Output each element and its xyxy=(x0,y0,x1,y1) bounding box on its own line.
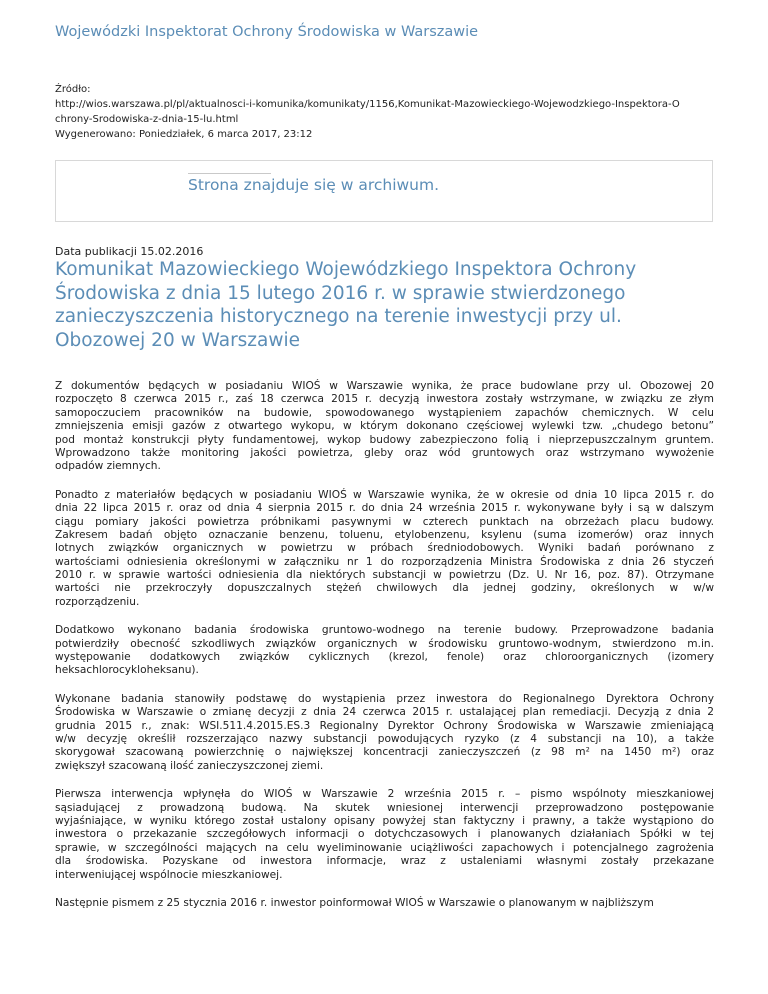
article-paragraph xyxy=(55,624,714,678)
paragraph-line: Pierwsza interwencja wpłynęła do WIOŚ w Warszawie 2 września 2015 r. – pismo wspólnoty mieszkaniowej xyxy=(55,788,714,801)
article-title-line: Komunikat Mazowieckiego Wojewódzkiego Inspektora Ochrony xyxy=(55,259,637,280)
source-meta xyxy=(55,82,715,142)
paragraph-line: Z dokumentów będących w posiadaniu WIOŚ w Warszawie wynika, że prace budowlane przy ul. Obozowej 20 xyxy=(55,380,714,392)
paragraph-line: samopoczuciem pracowników na budowie, spowodowanego wystąpieniem zapachów chemicznych. W celu xyxy=(55,406,714,419)
article-title-line: zanieczyszczenia historycznego na terenie inwestycji przy ul. xyxy=(55,306,622,327)
paragraph-line: Wykonane badania stanowiły podstawę do wystąpienia przez inwestora do Regionalnego Dyrektora Ochrony xyxy=(55,692,714,705)
article-title xyxy=(55,258,715,352)
paragraph-line: inwestora o przekazanie szczegółowych informacji o dotychczasowych i planowanych działaniach Spółki w tej xyxy=(55,828,714,841)
publication-date: Data publikacji 15.02.2016 xyxy=(55,245,204,258)
paragraph-line: w/w decyzję określił rozszerzająco nazwy substancji powodujących ryzyko (z 4 substancji na 10), a także xyxy=(55,732,714,745)
paragraph-line: występowanie dodatkowych związków cyklicznych (krezol, fenole) oraz chloroorganicznych (izomery xyxy=(55,651,714,664)
paragraph-line: rozpoczęto 8 czerwca 2015 r., zaś 18 czerwca 2015 r. decyzją inwestora zostały wstrzymane, w związku ze złym xyxy=(55,393,714,406)
source-url-line-1: http://wios.warszawa.pl/pl/aktualnosci-i-komunika/komunikaty/1156,Komunikat-Mazowieckiego-Wojewodzkiego-Inspektora-O xyxy=(55,99,680,110)
paragraph-line: zmniejszenia emisji gazów z otwartego wykopu, w którym dokonano częściowej wylewki tzw. „chudego betonu” xyxy=(55,420,714,433)
paragraph-line: skorygował szacowaną powierzchnię o największej koncentracji zanieczyszczeń (z 98 m² na 1450 m²) oraz xyxy=(55,746,714,759)
article-paragraph xyxy=(55,788,714,882)
paragraph-line: lotnych związków organicznych w powietrzu w próbach średniodobowych. Wyniki badań porównano z xyxy=(55,542,714,555)
paragraph-line: Następnie pismem z 25 stycznia 2016 r. inwestor poinformował WIOŚ w Warszawie o planowanym w najbliższym xyxy=(55,896,654,909)
paragraph-line: dla środowiska. Pozyskane od inwestora informacje, wraz z ustaleniami własnymi zostały przekazane xyxy=(55,855,714,868)
source-url-line-2: chrony-Srodowiska-z-dnia-15-lu.html xyxy=(55,114,239,125)
paragraph-line: odpadów ziemnych. xyxy=(55,460,161,473)
paragraph-line: wartości nie przekroczyły dopuszczalnych stężeń chwilowych dla jednej godziny, określonych w w/w xyxy=(55,582,714,595)
article-paragraph xyxy=(55,489,714,610)
paragraph-line: zwiększył szacowaną ilość zanieczyszczonej ziemi. xyxy=(55,759,324,772)
article-paragraph xyxy=(55,693,714,773)
article-title-line: Obozowej 20 w Warszawie xyxy=(55,329,301,351)
archive-notice-box xyxy=(55,160,713,222)
source-label: Źródło: xyxy=(55,84,91,95)
paragraph-line: potwierdziły obecność szkodliwych związków organicznych w środowisku gruntowo-wodnym, stwierdzono m.in. xyxy=(55,637,714,650)
site-title: Wojewódzki Inspektorat Ochrony Środowiska w Warszawie xyxy=(55,24,479,40)
paragraph-line: 2010 r. w sprawie wartości odniesienia dla niektórych substancji w powietrzu (Dz. U. Nr 16, poz. 87). Otrzymane xyxy=(55,569,714,582)
archive-divider xyxy=(188,173,271,174)
paragraph-line: Dodatkowo wykonano badania środowiska gruntowo-wodnego na terenie budowy. Przeprowadzone badania xyxy=(55,624,714,637)
paragraph-line: wyjaśniające, w wyniku którego został ustalony opisany powyżej stan faktyczny i prawny, a także wystąpiono do xyxy=(55,814,714,827)
paragraph-line: Ponadto z materiałów będących w posiadaniu WIOŚ w Warszawie wynika, że w okresie od dnia 10 lipca 2015 r. do xyxy=(55,488,714,501)
paragraph-line: pod montaż konstrukcji płyty fundamentowej, wykop budowy zabezpieczono folią i nieprzepuszczalnym gruntem. xyxy=(55,433,714,446)
article-paragraph xyxy=(55,897,714,910)
article-title-line: Środowiska z dnia 15 lutego 2016 r. w sprawie stwierdzonego xyxy=(55,282,626,304)
paragraph-line: sprawie, w szczególności mających na celu wyeliminowanie uciążliwości zapachowych i potencjalnego zagrożenia xyxy=(55,841,714,854)
archive-notice: Strona znajduje się w archiwum. xyxy=(188,176,440,194)
paragraph-line: wartościami odniesienia określonymi w załączniku nr 1 do rozporządzenia Ministra Środowiska z dnia 26 styczeń xyxy=(55,555,714,568)
paragraph-line: ciągu pomiary jakości powietrza próbnikami pasywnymi w czterech punktach na obrzeżach placu budowy. xyxy=(55,515,714,528)
paragraph-line: rozporządzeniu. xyxy=(55,595,140,608)
paragraph-line: Wprowadzono także monitoring jakości powietrza, gleby oraz wód gruntowych oraz wstrzymano wywożenie xyxy=(55,446,714,459)
paragraph-line: Środowiska w Warszawie o zmianę decyzji z dnia 24 czerwca 2015 r. ustalającej plan remediacji. Decyzją z dnia 2 xyxy=(55,706,714,719)
paragraph-line: heksachlorocykloheksanu). xyxy=(55,664,199,677)
paragraph-line: Zakresem badań objęto oznaczanie benzenu, toluenu, etylobenzenu, ksylenu (suma izomerów) oraz innych xyxy=(55,528,714,541)
paragraph-line: sąsiadującej z prowadzoną budową. Na skutek wniesionej interwencji przeprowadzono postępowanie xyxy=(55,801,714,814)
paragraph-line: interweniującej wspólnocie mieszkaniowej. xyxy=(55,868,283,881)
article-paragraph xyxy=(55,380,714,474)
paragraph-line: grudnia 2015 r., znak: WSI.511.4.2015.ES.3 Regionalny Dyrektor Ochrony Środowiska w Warszawie zmieniającą xyxy=(55,719,714,732)
paragraph-line: dnia 22 lipca 2015 r. oraz od dnia 4 sierpnia 2015 r. do dnia 24 września 2015 r. wykonywane były i są w dalszym xyxy=(55,502,714,515)
article-body xyxy=(55,380,714,925)
generated-timestamp: Wygenerowano: Poniedziałek, 6 marca 2017, 23:12 xyxy=(55,129,313,140)
